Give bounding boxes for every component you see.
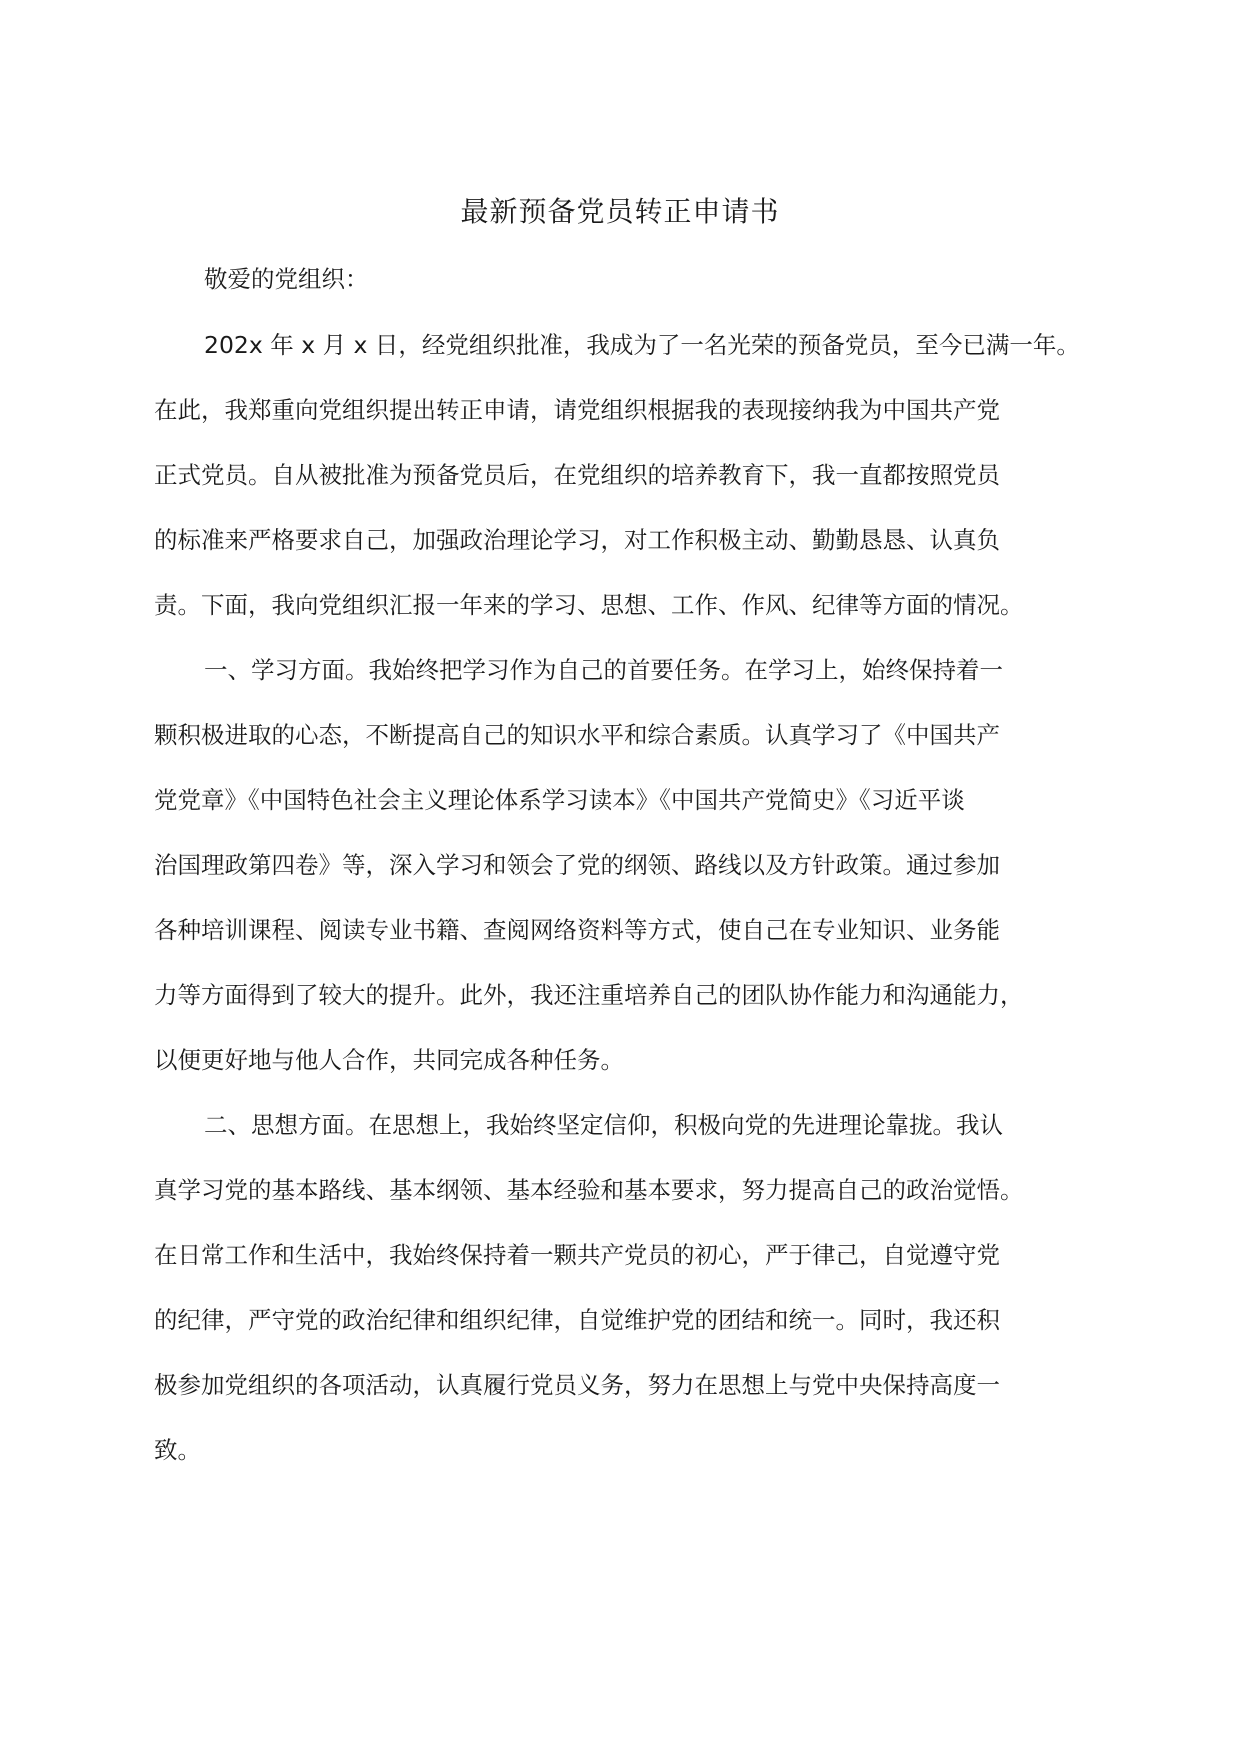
text-line: 以便更好地与他人合作，共同完成各种任务。 xyxy=(154,1046,624,1074)
text-line: 颗积极进取的心态，不断提高自己的知识水平和综合素质。认真学习了《中国共产 xyxy=(154,721,1000,749)
paragraph-thought xyxy=(154,1093,1098,1483)
text-line: 在此，我郑重向党组织提出转正申请，请党组织根据我的表现接纳我为中国共产党 xyxy=(154,396,1000,424)
text-line: 真学习党的基本路线、基本纲领、基本经验和基本要求，努力提高自己的政治觉悟。 xyxy=(154,1176,1024,1204)
text-line: 党党章》《中国特色社会主义理论体系学习读本》《中国共产党简史》《习近平谈 xyxy=(154,786,965,814)
text-line: 致。 xyxy=(154,1436,201,1464)
text-line: 202x 年 x 月 x 日，经党组织批准，我成为了一名光荣的预备党员，至今已满一年。 xyxy=(204,331,1080,359)
text-line: 的纪律，严守党的政治纪律和组织纪律，自觉维护党的团结和统一。同时，我还积 xyxy=(154,1306,1000,1334)
paragraph-study xyxy=(154,638,1098,1093)
text-line: 的标准来严格要求自己，加强政治理论学习，对工作积极主动、勤勤恳恳、认真负 xyxy=(154,526,1000,554)
text-line: 责。下面，我向党组织汇报一年来的学习、思想、工作、作风、纪律等方面的情况。 xyxy=(154,591,1024,619)
text-line: 力等方面得到了较大的提升。此外，我还注重培养自己的团队协作能力和沟通能力， xyxy=(154,981,1024,1009)
document-body xyxy=(154,258,1098,1483)
text-line: 各种培训课程、阅读专业书籍、查阅网络资料等方式，使自己在专业知识、业务能 xyxy=(154,916,1000,944)
text-line: 一、学习方面。我始终把学习作为自己的首要任务。在学习上，始终保持着一 xyxy=(204,656,1003,684)
page-title: 最新预备党员转正申请书 xyxy=(460,195,780,228)
text-line: 二、思想方面。在思想上，我始终坚定信仰，积极向党的先进理论靠拢。我认 xyxy=(204,1111,1003,1139)
paragraph-intro xyxy=(154,313,1098,638)
salutation: 敬爱的党组织： xyxy=(204,265,369,293)
text-line: 正式党员。自从被批准为预备党员后，在党组织的培养教育下，我一直都按照党员 xyxy=(154,461,1000,489)
text-line: 在日常工作和生活中，我始终保持着一颗共产党员的初心，严于律己，自觉遵守党 xyxy=(154,1241,1000,1269)
text-line: 极参加党组织的各项活动，认真履行党员义务，努力在思想上与党中央保持高度一 xyxy=(154,1371,1000,1399)
text-line: 治国理政第四卷》等，深入学习和领会了党的纲领、路线以及方针政策。通过参加 xyxy=(154,851,1000,879)
